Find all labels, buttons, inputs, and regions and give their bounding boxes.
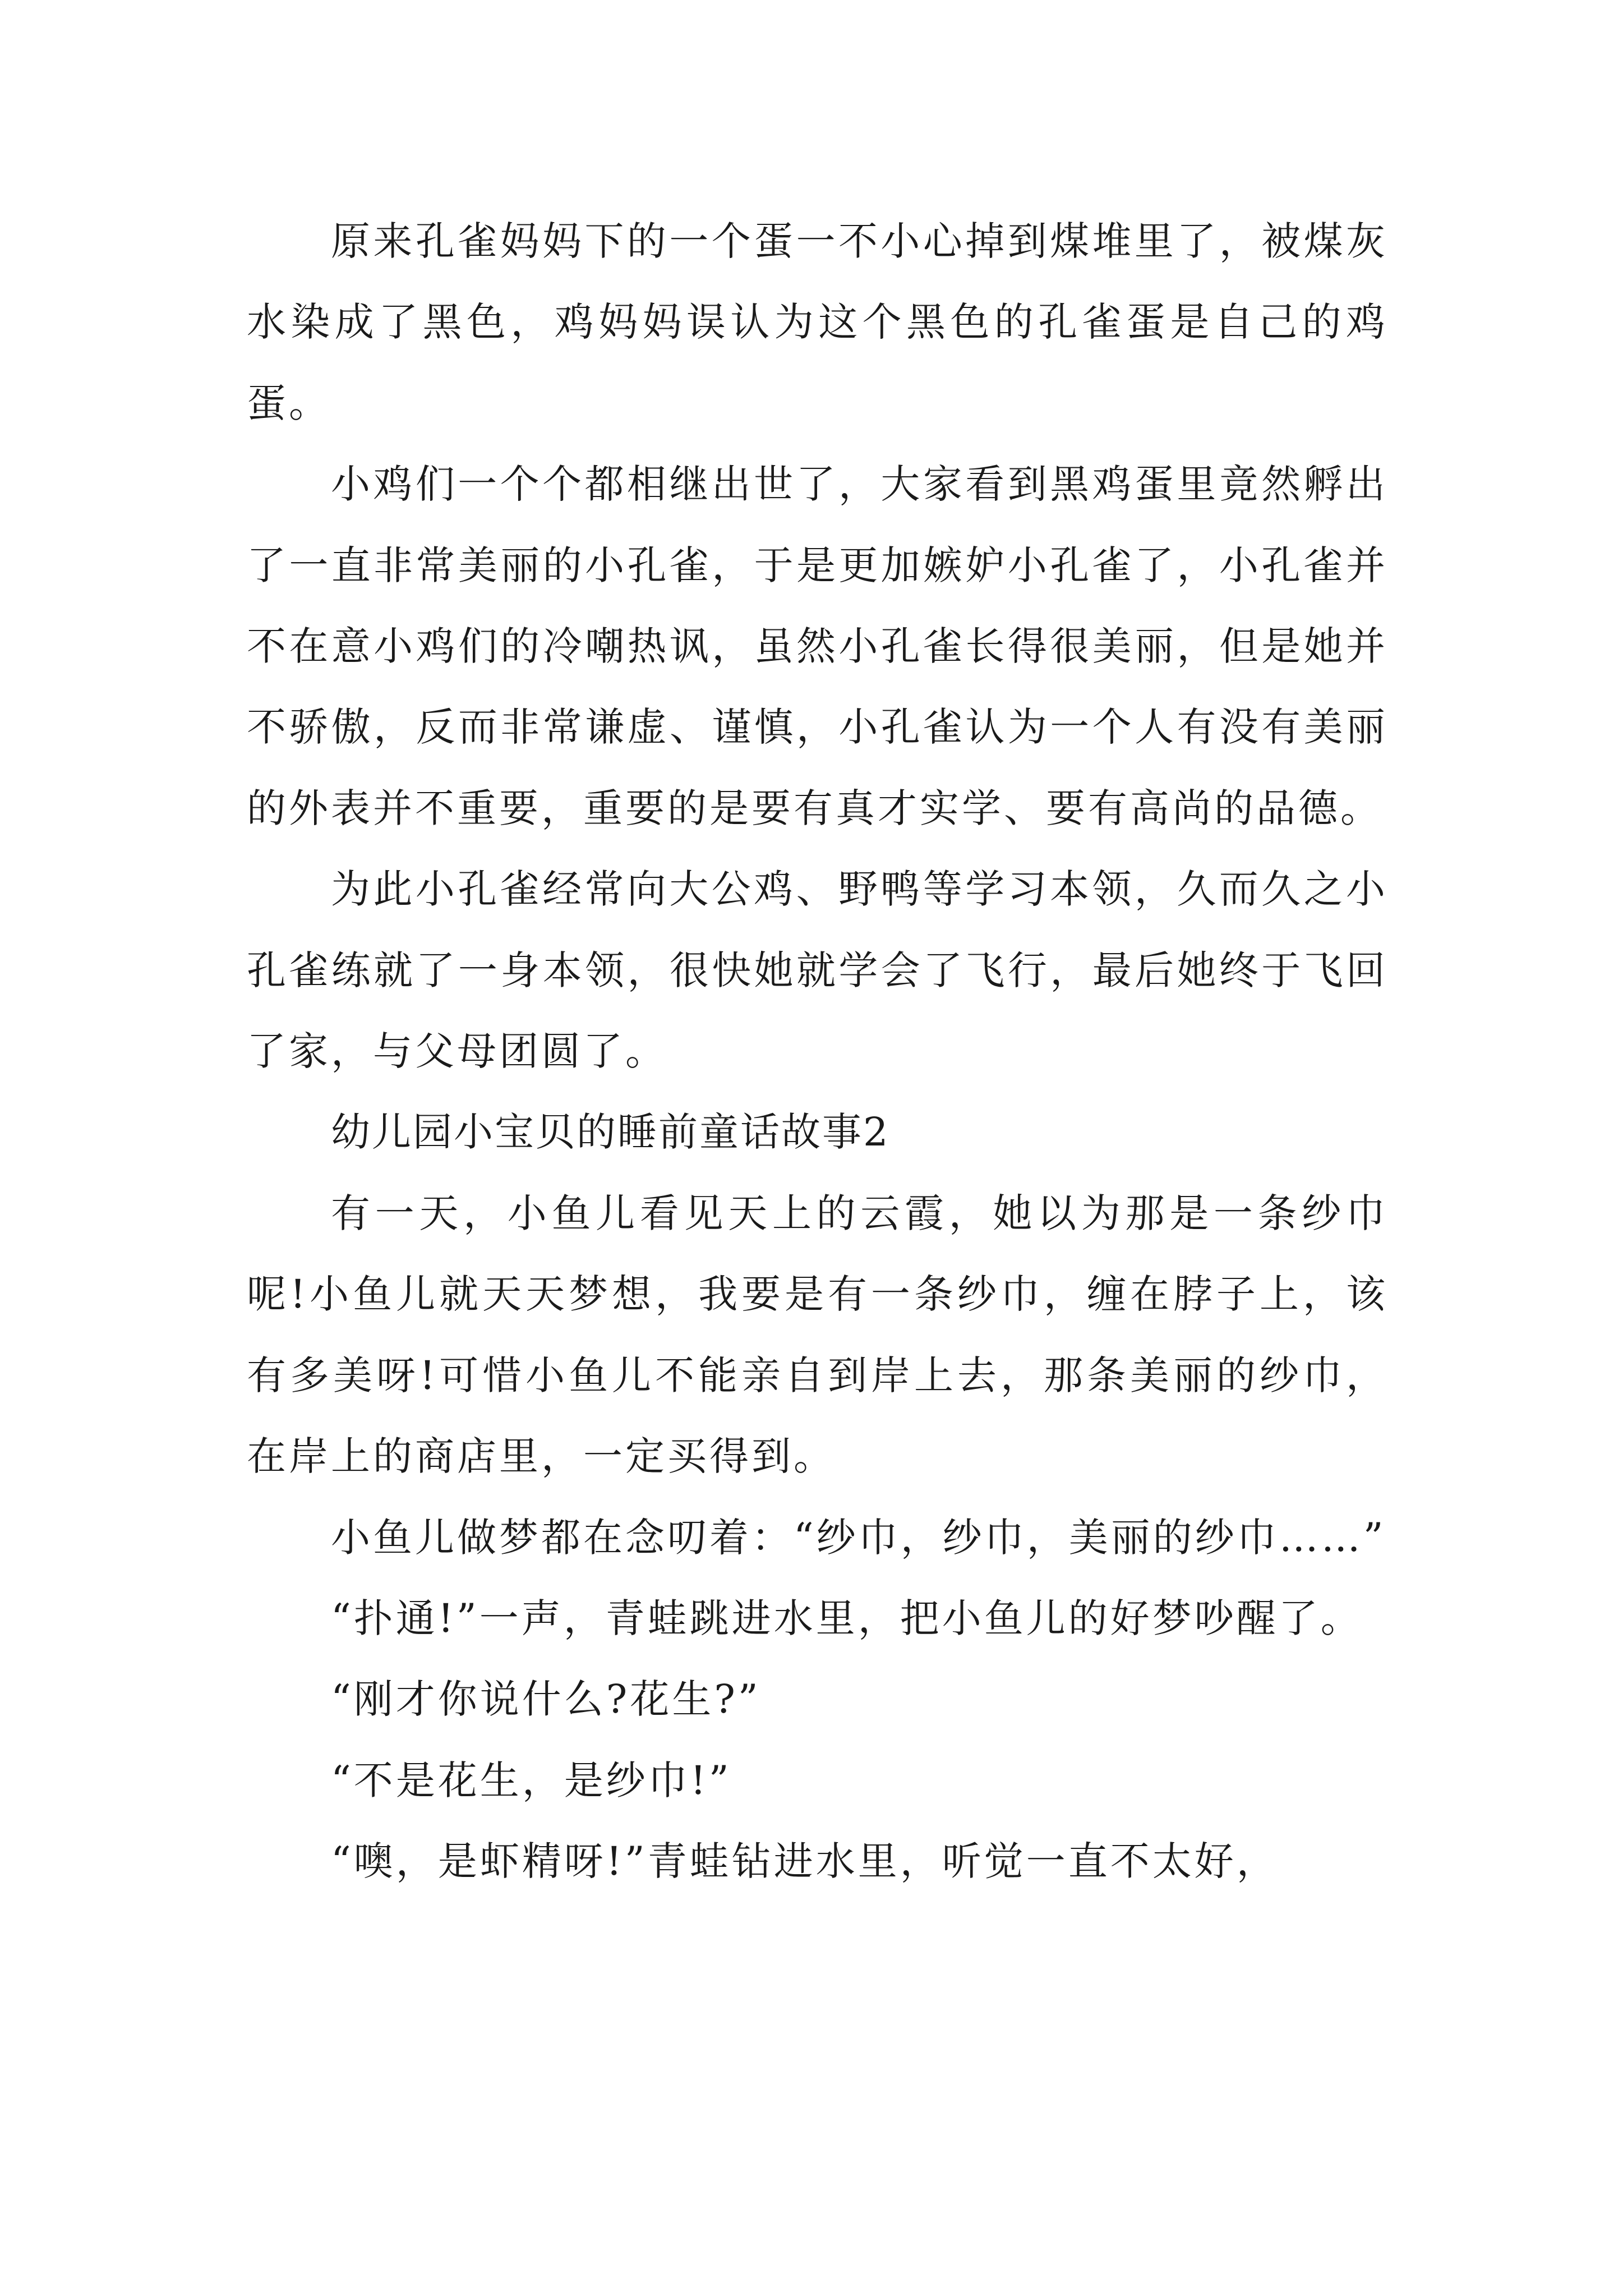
story-heading: 幼儿园小宝贝的睡前童话故事2 (331, 1109, 890, 1156)
paragraph-dialogue-3: “噢，是虾精呀!”青蛙钻进水里，听觉一直不太好， (331, 1838, 1279, 1885)
paragraph-peacock-egg: 原来孔雀妈妈下的一个蛋一不小心掉到煤堆里了，被煤灰水染成了黑色，鸡妈妈误认为这个黑色的孔雀蛋是自己的鸡蛋。 (247, 218, 1388, 426)
paragraph-dialogue-2: “不是花生，是纱巾!” (331, 1757, 732, 1803)
document-body (247, 201, 1388, 1902)
paragraph-little-fish: 有一天，小鱼儿看见天上的云霞，她以为那是一条纱巾呢!小鱼儿就天天梦想，我要是有一条纱巾，缠在脖子上，该有多美呀!可惜小鱼儿不能亲自到岸上去，那条美丽的纱巾，在岸上的商店里，一定买得到。 (247, 1190, 1388, 1480)
paragraph-little-peacock: 小鸡们一个个都相继出世了，大家看到黑鸡蛋里竟然孵出了一直非常美丽的小孔雀，于是更加嫉妒小孔雀了，小孔雀并不在意小鸡们的冷嘲热讽，虽然小孔雀长得很美丽，但是她并不骄傲，反而非常谦虚、谨慎，小孔雀认为一个人有没有美丽的外表并不重要，重要的是要有真才实学、要有高尚的品德。 (247, 461, 1388, 831)
paragraph-frog-jump: “扑通!”一声，青蛙跳进水里，把小鱼儿的好梦吵醒了。 (331, 1595, 1363, 1641)
paragraph-learning-skills: 为此小孔雀经常向大公鸡、野鸭等学习本领，久而久之小孔雀练就了一身本领，很快她就学会了飞行，最后她终于飞回了家，与父母团圆了。 (247, 866, 1388, 1075)
paragraph-dialogue-1: “刚才你说什么?花生?” (331, 1676, 761, 1723)
paragraph-fish-dream: 小鱼儿做梦都在念叨着：“纱巾，纱巾，美丽的纱巾……” (331, 1514, 1386, 1561)
